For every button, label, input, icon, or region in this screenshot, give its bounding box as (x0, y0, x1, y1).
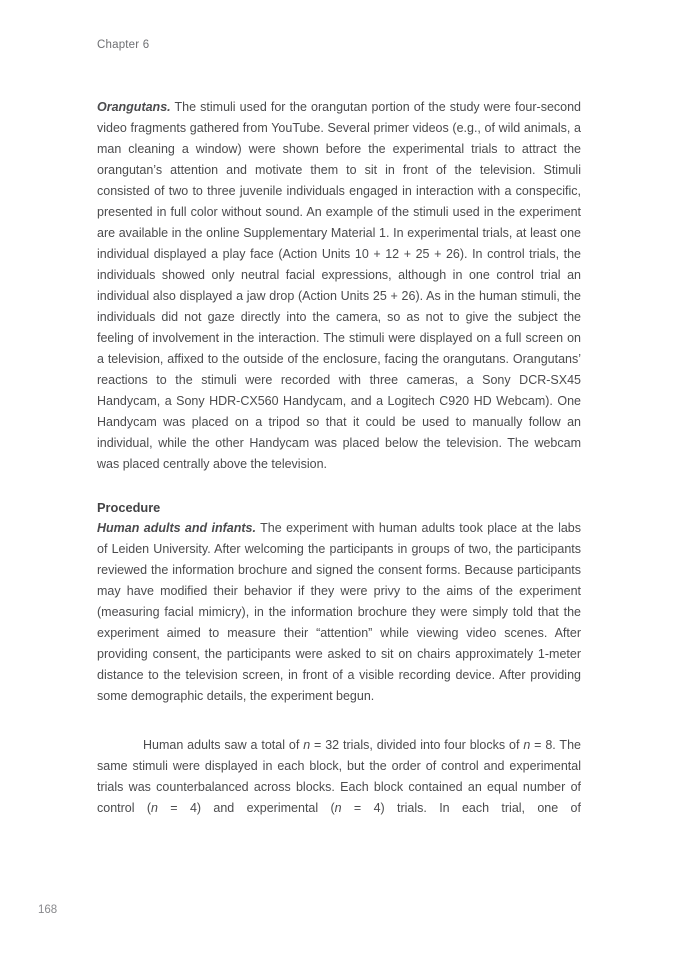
text-segment: = 4) and experimental ( (157, 801, 335, 815)
text-segment: n (303, 738, 311, 752)
text-segment: n (151, 801, 158, 815)
text-segment: The stimuli used for the orangutan portion of the study were four-second video fragments gathered from YouTube. Several primer videos (e.g., of wild animals, a man cleaning a window) were shown before the experimental trials to attract the orangutan’s attention and motivate them to sit in front of the television. Stimuli consisted of two to three juvenile individuals engaged in interaction with a conspecific, presented in full color without sound. An example of the stimuli used in the experiment are available in the online Supplementary Material 1. In experimental trials, at least one individual displayed a play face (Action Units 10 + 12 + 25 + 26). In control trials, the individuals showed only neutral facial expressions, although in one control trial an individual also displayed a jaw drop (Action Units 25 + 26). As in the human stimuli, the individuals did not gaze directly into the camera, so as not to give the subject the feeling of involvement in the interaction. The stimuli were displayed on a full screen on a television, affixed to the outside of the enclosure, facing the orangutans. Orangutans’ reactions to the stimuli were recorded with three cameras, a Sony DCR-SX45 Handycam, a Sony HDR-CX560 Handycam, and a Logitech C920 HD Webcam). One Handycam was placed on a tripod so that it could be used to manually follow an individual, while the other Handycam was placed below the television. The webcam was placed centrally above the television. (97, 100, 581, 471)
text-segment: Orangutans. (97, 100, 171, 114)
text-segment: n (523, 738, 531, 752)
text-segment: Human adults and infants. (97, 521, 256, 535)
page-body (97, 97, 581, 819)
text-segment: Human adults saw a total of (143, 738, 304, 752)
paragraph-human-adults-trials (97, 735, 581, 819)
paragraph-human-adults-and-infants (97, 518, 581, 707)
heading-procedure: Procedure (97, 500, 161, 515)
text-segment: The experiment with human adults took place at the labs of Leiden University. After welcoming the participants in groups of two, the participants reviewed the information brochure and signed the consent forms. Because participants may have modified their behavior if they were privy to the aims of the experiment (measuring facial mimicry), in the information brochure they were simply told that the experiment aimed to measure their “attention” while viewing video scenes. After providing consent, the participants were asked to sit on chairs approximately 1-meter distance to the television screen, in front of a visible recording device. After providing some demographic details, the experiment begun. (97, 521, 581, 703)
text-segment: = 8. The same stimuli were displayed in each block, but the order of control and experimental trials was counterbalanced across blocks. Each block contained an equal number of control ( (97, 738, 581, 815)
paragraph-orangutans (97, 97, 581, 475)
running-header: Chapter 6 (97, 39, 150, 51)
text-segment: = 4) trials. In each trial, one of (341, 801, 581, 815)
text-segment: n (334, 801, 342, 815)
text-segment: = 32 trials, divided into four blocks of (310, 738, 524, 752)
page-number: 168 (38, 904, 58, 916)
